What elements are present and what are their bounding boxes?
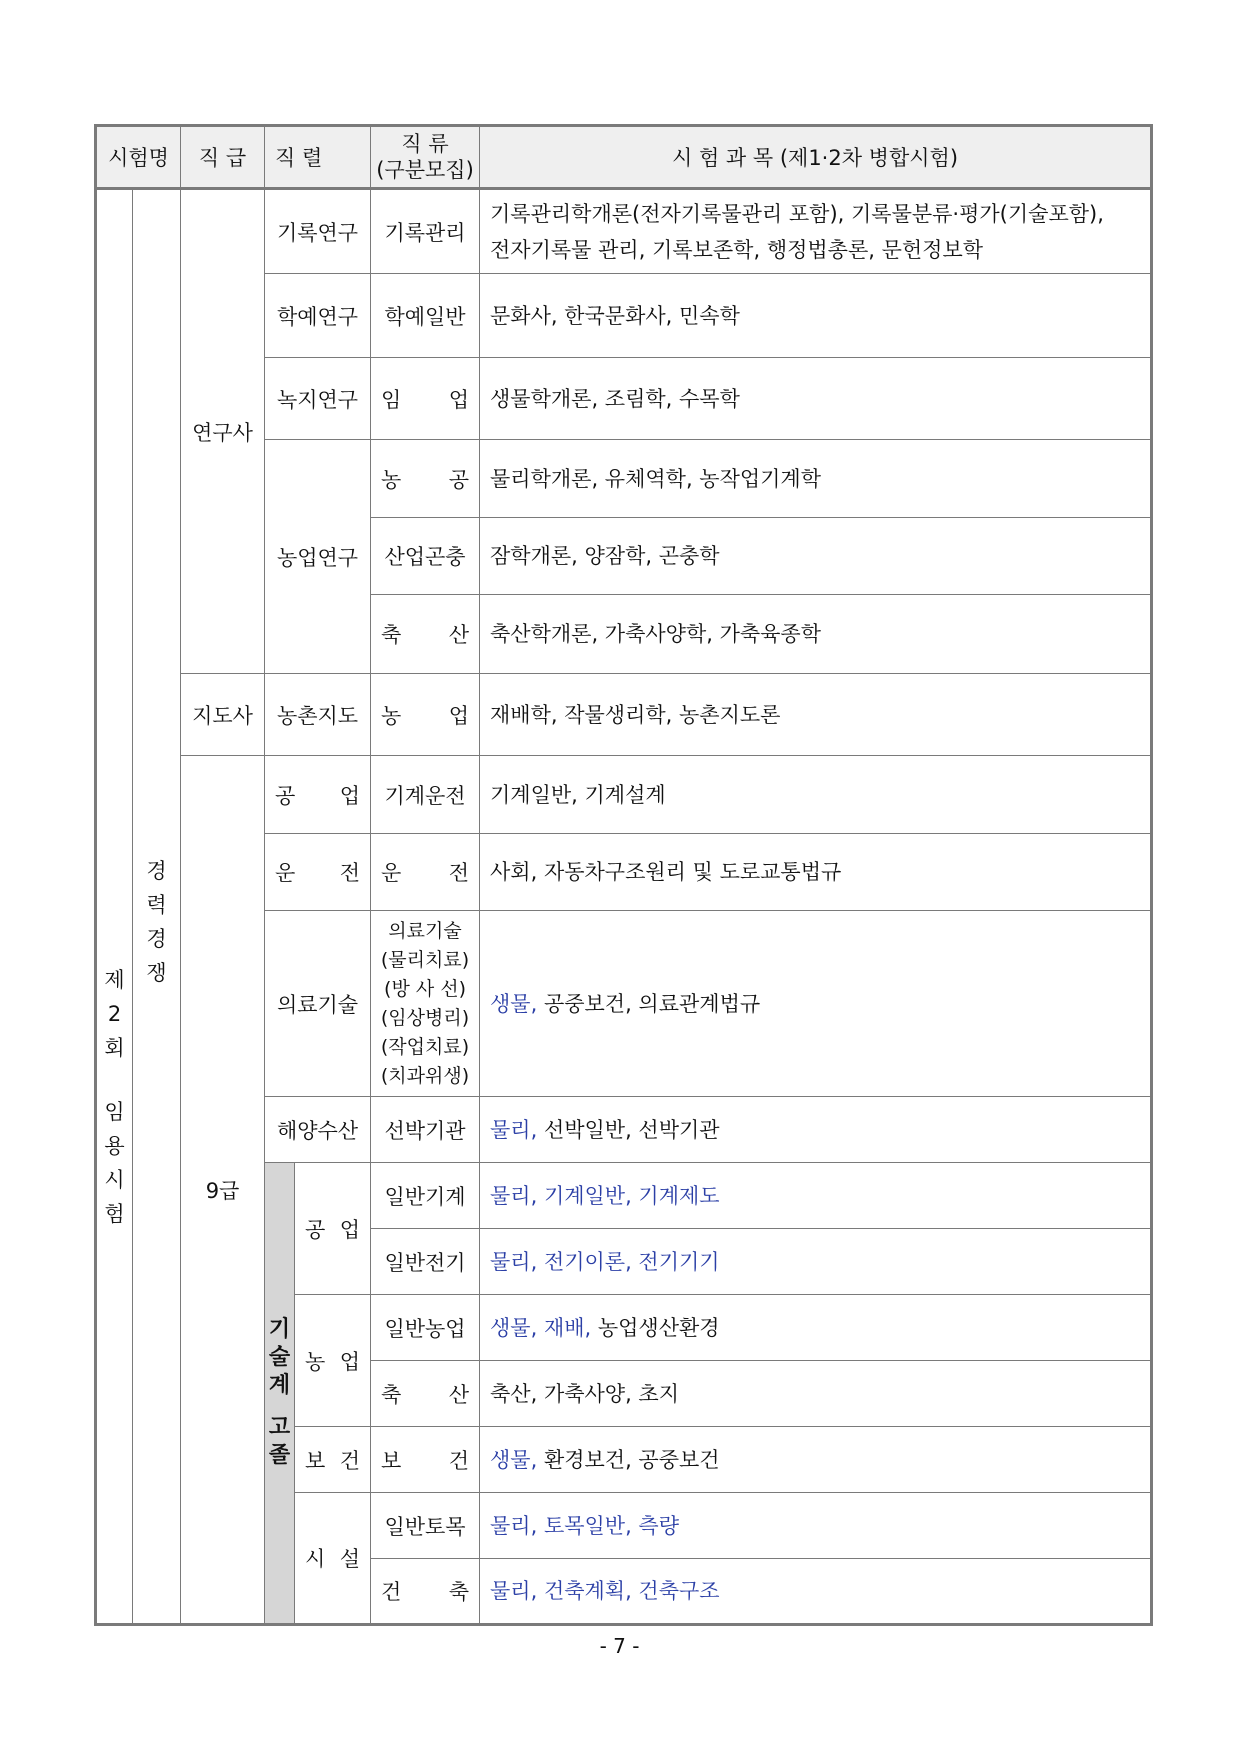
exam-title-cell: 제 2 회 임 용 시 험	[96, 189, 133, 1625]
table-row	[96, 674, 1152, 756]
subjects-cell: 잠학개론, 양잠학, 곤충학	[480, 518, 1152, 595]
exam-subject-table	[94, 124, 1153, 1626]
table-row	[96, 189, 1152, 274]
category-cell: 운 전	[371, 834, 480, 911]
header-category: 직 류 (구분모집)	[371, 126, 480, 189]
series-cell: 농촌지도	[265, 674, 371, 756]
header-grade: 직 급	[181, 126, 265, 189]
category-cell: 축 산	[371, 595, 480, 674]
table-row	[96, 756, 1152, 834]
series-cell: 녹지연구	[265, 358, 371, 440]
grade-researcher: 연구사	[181, 189, 265, 674]
category-cell: 선박기관	[371, 1097, 480, 1163]
header-subjects: 시 험 과 목 (제1·2차 병합시험)	[480, 126, 1152, 189]
header-series: 직 렬	[265, 126, 371, 189]
category-cell: 보 건	[371, 1427, 480, 1493]
category-cell: 농 업	[371, 674, 480, 756]
category-cell: 의료기술 (물리치료) (방 사 선) (임상병리) (작업치료) (치과위생)	[371, 911, 480, 1097]
technical-track-label: 기 술 계 고 졸	[265, 1163, 295, 1625]
industry-group: 공 업	[295, 1163, 371, 1295]
header-row	[96, 126, 1152, 189]
subjects-cell: 물리, 토목일반, 측량	[480, 1493, 1152, 1559]
subjects-cell: 물리, 기계일반, 기계제도	[480, 1163, 1152, 1229]
subjects-cell: 생물학개론, 조림학, 수목학	[480, 358, 1152, 440]
series-cell: 의료기술	[265, 911, 371, 1097]
subjects-cell: 생물, 환경보건, 공중보건	[480, 1427, 1152, 1493]
series-cell: 운 전	[265, 834, 371, 911]
series-cell: 학예연구	[265, 274, 371, 358]
subjects-cell: 물리학개론, 유체역학, 농작업기계학	[480, 440, 1152, 518]
subjects-cell: 물리, 건축계획, 건축구조	[480, 1559, 1152, 1625]
health-group: 보 건	[295, 1427, 371, 1493]
subjects-cell: 문화사, 한국문화사, 민속학	[480, 274, 1152, 358]
subjects-cell: 축산, 가축사양, 초지	[480, 1361, 1152, 1427]
competition-cell: 경 력 경 쟁	[133, 189, 181, 1625]
category-cell: 일반전기	[371, 1229, 480, 1295]
subjects-cell: 사회, 자동차구조원리 및 도로교통법규	[480, 834, 1152, 911]
category-cell: 산업곤충	[371, 518, 480, 595]
category-cell: 일반토목	[371, 1493, 480, 1559]
category-cell: 일반농업	[371, 1295, 480, 1361]
series-cell: 기록연구	[265, 189, 371, 274]
page-number: - 7 -	[599, 1634, 640, 1658]
category-cell: 임 업	[371, 358, 480, 440]
subjects-cell: 축산학개론, 가축사양학, 가축육종학	[480, 595, 1152, 674]
category-cell: 일반기계	[371, 1163, 480, 1229]
category-cell: 축 산	[371, 1361, 480, 1427]
subjects-cell: 기계일반, 기계설계	[480, 756, 1152, 834]
subjects-cell: 생물, 공중보건, 의료관계법규	[480, 911, 1152, 1097]
series-cell: 해양수산	[265, 1097, 371, 1163]
subjects-cell: 재배학, 작물생리학, 농촌지도론	[480, 674, 1152, 756]
category-cell: 건 축	[371, 1559, 480, 1625]
agriculture-group: 농 업	[295, 1295, 371, 1427]
series-cell: 농업연구	[265, 440, 371, 674]
category-cell: 학예일반	[371, 274, 480, 358]
category-cell: 기록관리	[371, 189, 480, 274]
category-cell: 농 공	[371, 440, 480, 518]
subjects-cell: 생물, 재배, 농업생산환경	[480, 1295, 1152, 1361]
facility-group: 시 설	[295, 1493, 371, 1625]
grade-9: 9급	[181, 756, 265, 1625]
grade-instructor: 지도사	[181, 674, 265, 756]
subjects-cell: 물리, 전기이론, 전기기기	[480, 1229, 1152, 1295]
header-exam-name: 시험명	[96, 126, 181, 189]
subjects-cell: 물리, 선박일반, 선박기관	[480, 1097, 1152, 1163]
series-cell: 공 업	[265, 756, 371, 834]
category-cell: 기계운전	[371, 756, 480, 834]
subjects-cell: 기록관리학개론(전자기록물관리 포함), 기록물분류·평가(기술포함), 전자기록물 관리, 기록보존학, 행정법총론, 문헌정보학	[480, 189, 1152, 274]
